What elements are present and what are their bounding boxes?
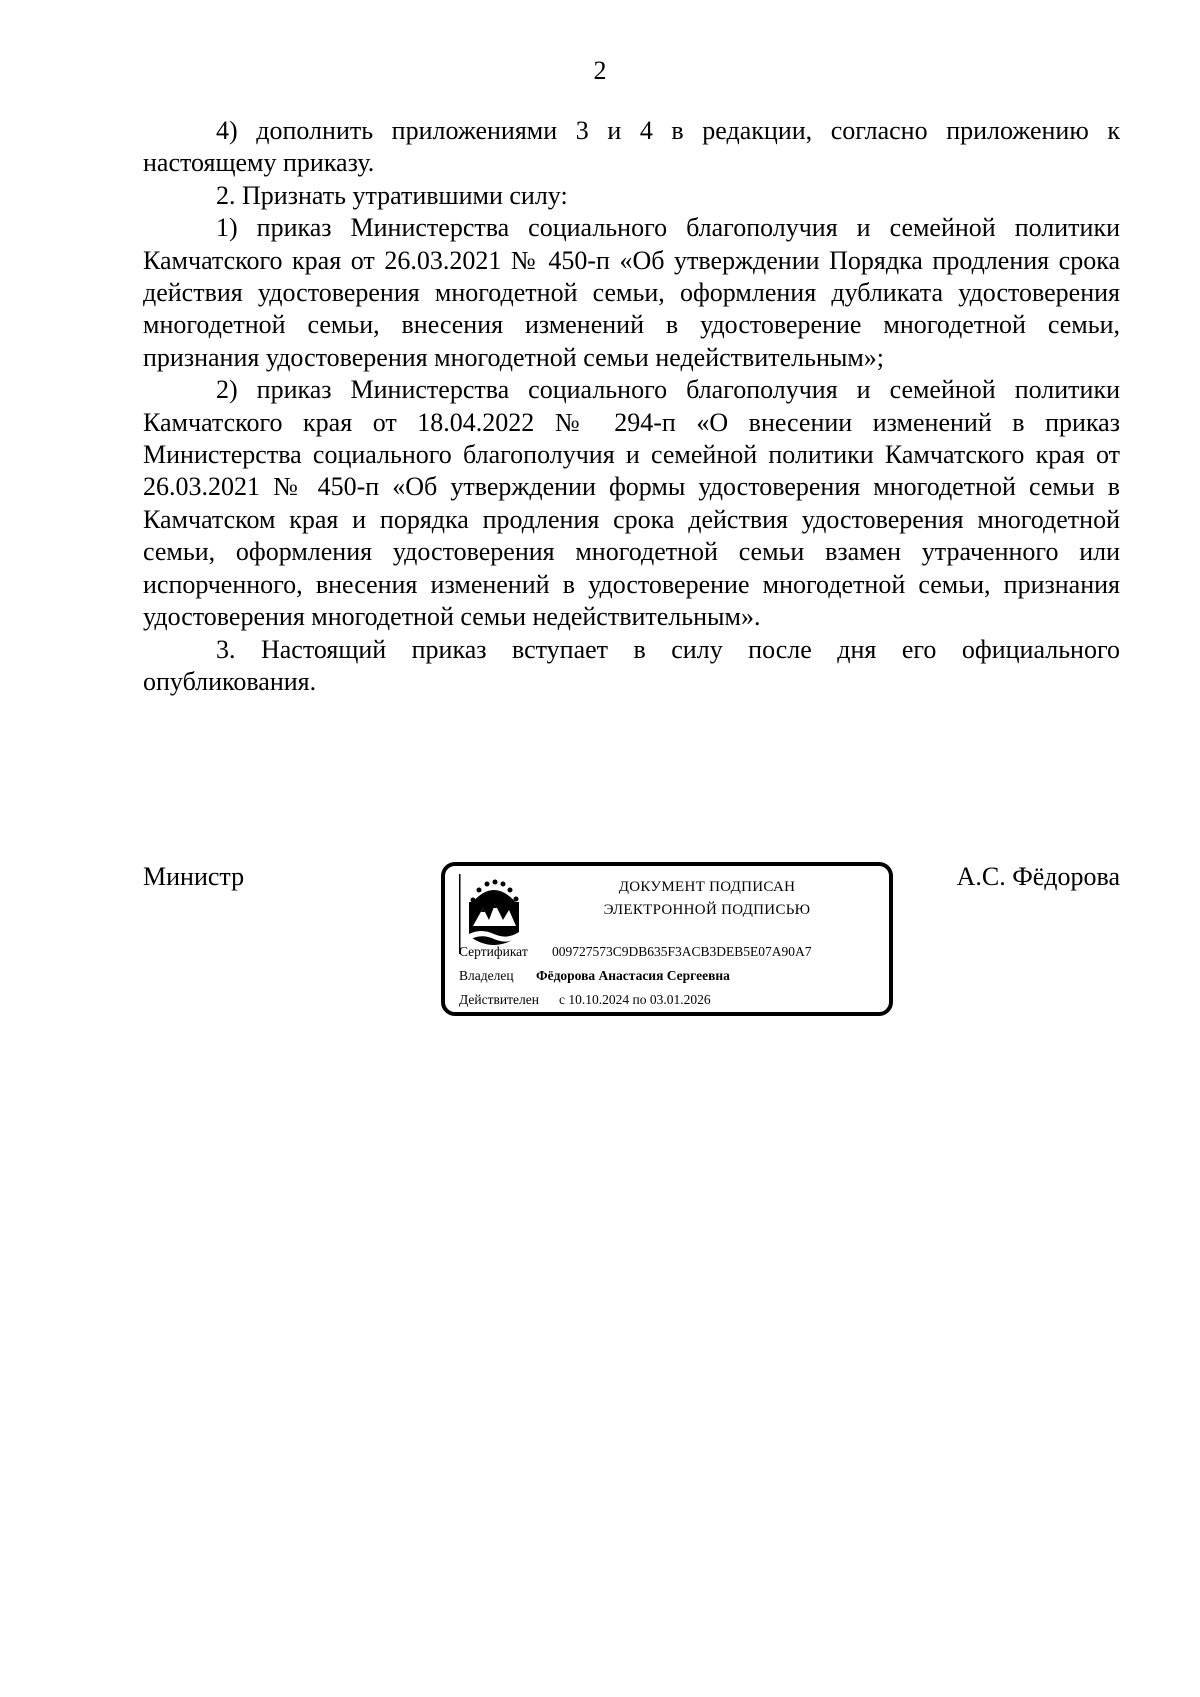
paragraph-item-4: 4) дополнить приложениями 3 и 4 в редакции, согласно приложению к настоящему приказу. — [143, 116, 1120, 178]
paragraph-subitem-1: 1) приказ Министерства социального благополучия и семейной политики Камчатского края от 26.03.2021 № 450-п «Об утверждении Порядка продления срока действия удостоверения многодетной семьи, оформления дубликата удостоверения многодетной семьи, внесения изменений в удостоверение многодетной семьи, признания удостоверения многодетной семьи недействительным»; — [143, 213, 1120, 372]
signer-position: Министр — [143, 862, 245, 891]
stamp-validity-row — [459, 992, 711, 1008]
stamp-owner-row — [459, 968, 730, 984]
signer-name: А.С. Фёдорова — [956, 862, 1120, 891]
stamp-heading-line-2: ЭЛЕКТРОННОЙ ПОДПИСЬЮ — [603, 902, 811, 918]
stamp-certificate-row — [459, 944, 812, 960]
owner-label: Владелец — [459, 968, 514, 983]
stamp-heading — [545, 876, 869, 922]
kamchatka-coat-of-arms-icon — [459, 874, 529, 954]
paragraph-clause-2: 2. Признать утратившими силу: — [216, 180, 568, 210]
certificate-value: 009727573C9DB635F3ACB3DEB5E07A90A7 — [552, 944, 812, 959]
signature-block — [143, 862, 1120, 1022]
owner-value: Фёдорова Анастасия Сергеевна — [536, 968, 730, 983]
page-number: 2 — [593, 56, 607, 85]
validity-label: Действителен — [459, 992, 539, 1007]
validity-value: с 10.10.2024 по 03.01.2026 — [559, 992, 711, 1007]
stamp-heading-line-1: ДОКУМЕНТ ПОДПИСАН — [618, 879, 796, 895]
paragraph-clause-3: 3. Настоящий приказ вступает в силу после дня его официального опубликования. — [143, 634, 1120, 696]
document-body — [143, 115, 1120, 698]
paragraph-subitem-2: 2) приказ Министерства социального благополучия и семейной политики Камчатского края от 18.04.2022 № 294-п «О внесении изменений в приказ Министерства социального благополучия и семейной политики Камчатского края от 26.03.2021 № 450-п «Об утверждении формы удостоверения многодетной семьи в Камчатском края и порядка продления срока действия удостоверения многодетной семьи, оформления удостоверения многодетной семьи взамен утраченного или испорченного, внесения изменений в удостоверение многодетной семьи, признания удостоверения многодетной семьи недействительным». — [143, 375, 1120, 632]
certificate-label: Сертификат — [459, 944, 528, 959]
electronic-signature-stamp — [441, 862, 893, 1016]
